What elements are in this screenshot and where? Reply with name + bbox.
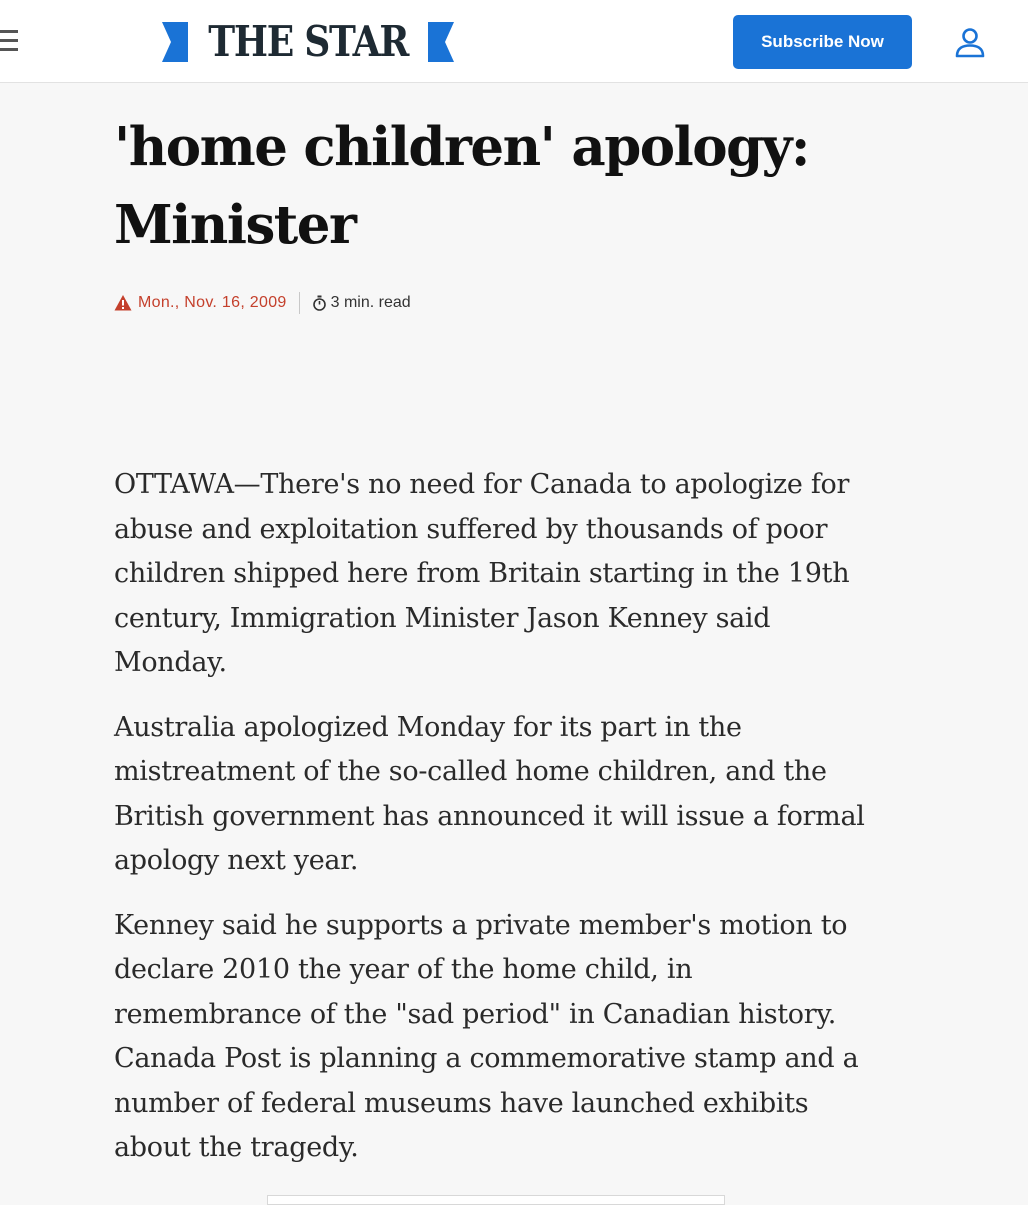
logo-left-flag-icon xyxy=(162,22,188,62)
the-star-logo[interactable] xyxy=(162,17,454,66)
article-meta xyxy=(114,290,411,316)
subscribe-now-button[interactable]: Subscribe Now xyxy=(733,15,912,69)
article-headline: 'home children' apology: Minister xyxy=(114,116,810,256)
publish-date: Mon., Nov. 16, 2009 xyxy=(138,294,287,311)
stopwatch-icon xyxy=(312,295,327,311)
user-account-icon[interactable] xyxy=(953,27,987,59)
hamburger-menu-icon[interactable] xyxy=(0,30,22,54)
article-paragraph: OTTAWA—There's no need for Canada to apologize for abuse and exploitation suffered by thousands of poor children shipped here from Britain starting in the 19th century, Immigration Minister Jason Kenney said Monday. xyxy=(114,469,850,678)
article-paragraph: Kenney said he supports a private member's motion to declare 2010 the year of the home child, in remembrance of the "sad period" in Canadian history. Canada Post is planning a commemorative stamp and a number of federal museums have launched exhibits about the tragedy. xyxy=(114,909,859,1163)
alert-warning-icon xyxy=(114,294,132,312)
article-body xyxy=(114,463,884,1191)
top-navigation-bar xyxy=(0,0,1028,83)
ad-placeholder xyxy=(267,1195,725,1205)
article-paragraph: Australia apologized Monday for its part in the mistreatment of the so-called home children, and the British government has announced it will issue a formal apology next year. xyxy=(114,711,865,876)
logo-right-flag-icon xyxy=(428,22,454,62)
read-time: 3 min. read xyxy=(330,294,411,311)
meta-divider xyxy=(299,292,300,314)
logo-wordmark: THE STAR xyxy=(208,17,409,66)
